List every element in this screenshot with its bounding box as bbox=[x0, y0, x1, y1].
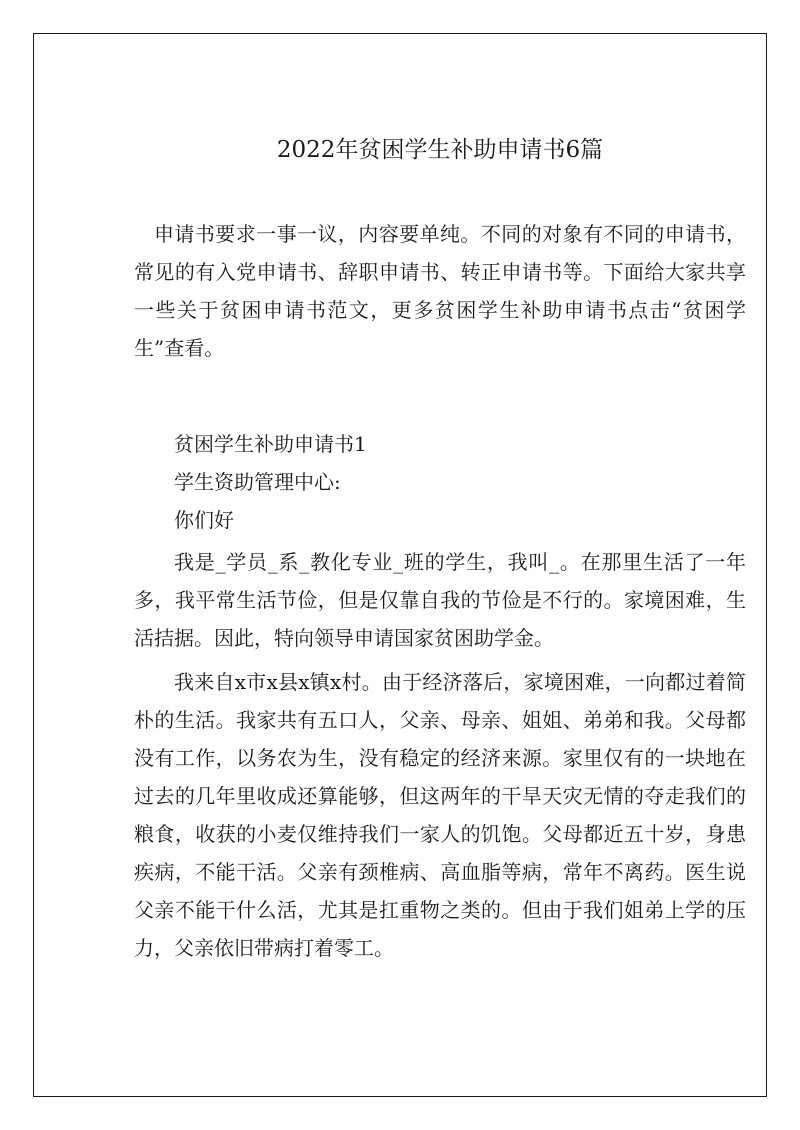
body-paragraph: 我来自x市x县x镇x村。由于经济落后，家境困难，一向都过着简朴的生活。我家共有五口人，父亲、母亲、姐姐、弟弟和我。父母都没有工作，以务农为生，没有稳定的经济来源。家里仅有的一块地在过去的几年里收成还算能够，但这两年的干旱天灾无情的夺走我们的粮食，收获的小麦仅维持我们一家人的饥饱。父母都近五十岁，身患疾病，不能干活。父亲有颈椎病、高血脂等病，常年不离药。医生说父亲不能干什么活，尤其是扛重物之类的。但由于我们姐弟上学的压力，父亲依旧带病打着零工。 bbox=[134, 670, 746, 960]
letter-section bbox=[134, 425, 746, 967]
intro-paragraph: 申请书要求一事一议，内容要单纯。不同的对象有不同的申请书，常见的有入党申请书、辞职申请书、转正申请书等。下面给大家共享一些关于贫困申请书范文，更多贫困学生补助申请书点击“贫困学生”查看。 bbox=[134, 222, 746, 360]
page-frame bbox=[33, 33, 767, 1097]
document-title: 2022年贫困学生补助申请书6篇 bbox=[276, 137, 604, 163]
section-heading: 贫困学生补助申请书1 bbox=[174, 432, 367, 456]
greeting: 你们好 bbox=[174, 508, 234, 532]
body-paragraph: 我是_学员_系_教化专业_班的学生，我叫_。在那里生活了一年多，我平常生活节俭，但是仅靠自我的节俭是不行的。家境困难，生活拮据。因此，特向领导申请国家贫困助学金。 bbox=[134, 550, 746, 650]
addressee: 学生资助管理中心: bbox=[174, 470, 341, 494]
